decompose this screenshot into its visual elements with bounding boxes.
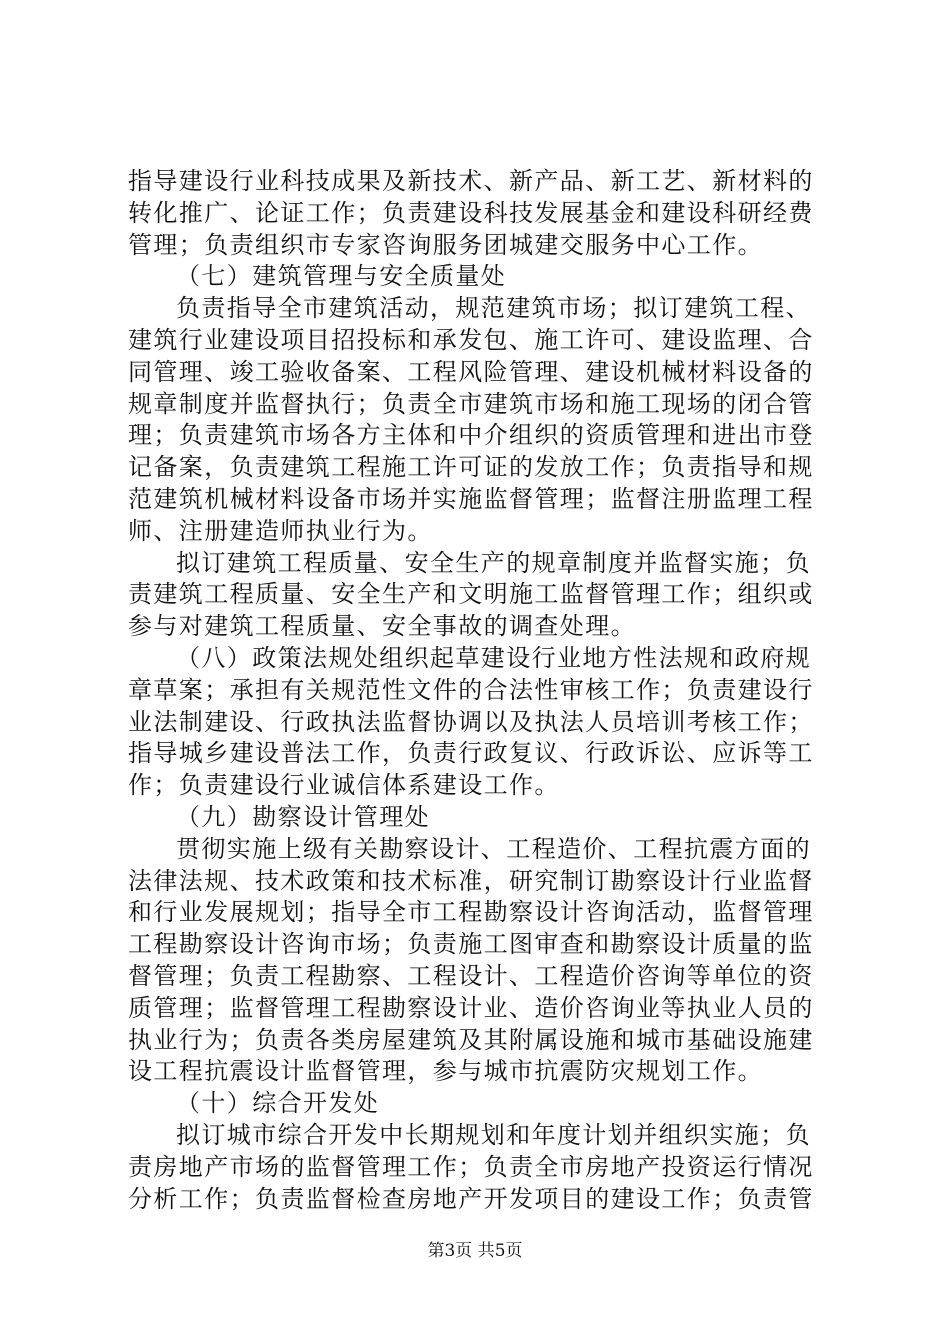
text-line: 执业行为；负责各类房屋建筑及其附属设施和城市基础设施建	[128, 1025, 814, 1054]
text-line: 分析工作；负责监督检查房地产开发项目的建设工作；负责管	[128, 1184, 814, 1213]
text-line: 建筑行业建设项目招投标和承发包、施工许可、建设监理、合	[128, 325, 814, 354]
text-line: 指导建设行业科技成果及新技术、新产品、新工艺、新材料的	[128, 167, 814, 195]
text-line: 理；负责建筑市场各方主体和中介组织的资质管理和进出市登	[128, 421, 814, 450]
text-line: 贯彻实施上级有关勘察设计、工程造价、工程抗震方面的	[176, 834, 811, 863]
section-heading: （八）政策法规处组织起草建设行业地方性法规和政府规	[176, 643, 811, 672]
text-line: 转化推广、论证工作；负责建设科技发展基金和建设科研经费	[128, 198, 814, 227]
text-line: 工程勘察设计咨询市场；负责施工图审查和勘察设计质量的监	[128, 930, 814, 959]
text-line: 拟订城市综合开发中长期规划和年度计划并组织实施；负	[176, 1120, 811, 1149]
text-line: 师、注册建造师执业行为。	[128, 516, 433, 545]
text-line: 质管理；监督管理工程勘察设计业、造价咨询业等执业人员的	[128, 993, 814, 1022]
text-line: 规章制度并监督执行；负责全市建筑市场和施工现场的闭合管	[128, 389, 814, 418]
text-line: 章草案；承担有关规范性文件的合法性审核工作；负责建设行	[128, 675, 814, 704]
text-line: 同管理、竣工验收备案、工程风险管理、建设机械材料设备的	[128, 357, 814, 386]
section-heading: （七）建筑管理与安全质量处	[176, 262, 507, 291]
section-heading: （九）勘察设计管理处	[176, 802, 430, 831]
text-line: 拟订建筑工程质量、安全生产的规章制度并监督实施；负	[176, 548, 811, 577]
text-line: 范建筑机械材料设备市场并实施监督管理；监督注册监理工程	[128, 484, 814, 513]
text-line: 负责指导全市建筑活动，规范建筑市场；拟订建筑工程、	[176, 294, 811, 323]
text-line: 业法制建设、行政执法监督协调以及执法人员培训考核工作；	[128, 707, 814, 736]
text-line: 作；负责建设行业诚信体系建设工作。	[128, 771, 560, 800]
text-line: 责房地产市场的监督管理工作；负责全市房地产投资运行情况	[128, 1152, 814, 1181]
text-line: 法律法规、技术政策和技术标准，研究制订勘察设计行业监督	[128, 866, 814, 895]
document-body	[128, 166, 832, 1215]
text-line: 设工程抗震设计监督管理，参与城市抗震防灾规划工作。	[128, 1057, 763, 1086]
text-line: 指导城乡建设普法工作，负责行政复议、行政诉讼、应诉等工	[128, 739, 814, 768]
text-line: 督管理；负责工程勘察、工程设计、工程造价咨询等单位的资	[128, 961, 814, 990]
section-heading: （十）综合开发处	[176, 1089, 380, 1118]
text-line: 参与对建筑工程质量、安全事故的调查处理。	[128, 612, 636, 641]
text-line: 记备案，负责建筑工程施工许可证的发放工作；负责指导和规	[128, 453, 814, 482]
text-line: 管理；负责组织市专家咨询服务团城建交服务中心工作。	[128, 230, 763, 259]
text-line: 责建筑工程质量、安全生产和文明施工监督管理工作；组织或	[128, 580, 814, 609]
page-footer: 第3页 共5页	[427, 1241, 523, 1261]
text-line: 和行业发展规划；指导全市工程勘察设计咨询活动，监督管理	[128, 898, 814, 927]
